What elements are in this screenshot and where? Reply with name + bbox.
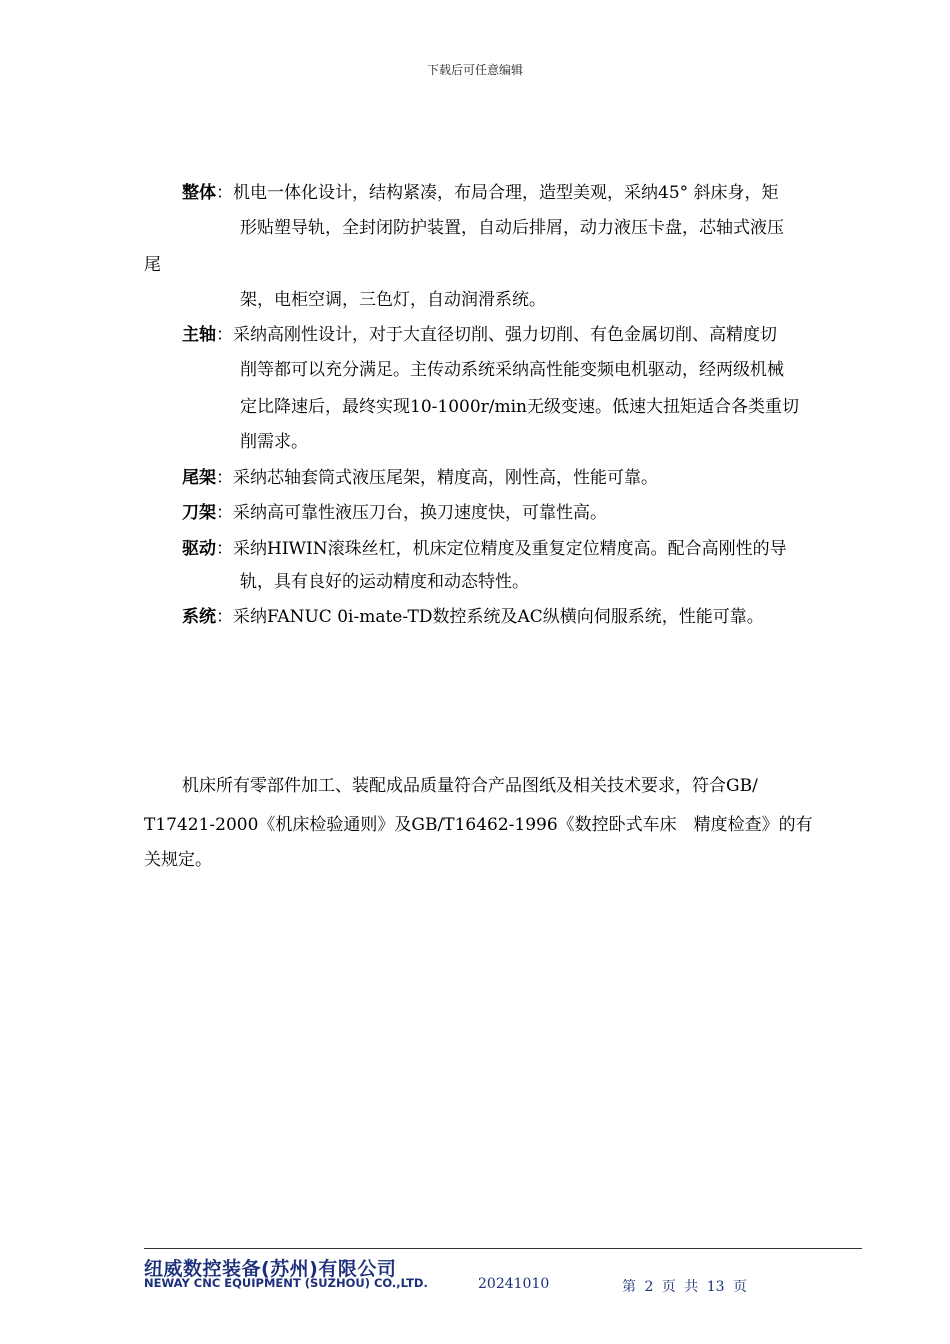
spec-tailstock-label: 尾架 <box>182 468 216 488</box>
quality-line3: 关规定。 <box>144 850 212 870</box>
spec-overall-line3: 架，电柜空调，三色灯，自动润滑系统。 <box>240 290 546 310</box>
quality-line1: 机床所有零部件加工、装配成品质量符合产品图纸及相关技术要求，符合GB/ <box>182 776 758 796</box>
spec-turret-label: 刀架 <box>182 503 216 523</box>
spec-drive-line1 <box>182 539 787 559</box>
footer-date: 20241010 <box>478 1276 550 1292</box>
header-note: 下载后可任意编辑 <box>426 63 523 77</box>
spec-turret <box>182 503 607 523</box>
spec-overall-text1: ：机电一体化设计，结构紧凑，布局合理，造型美观，采纳45° 斜床身，矩 <box>216 183 779 203</box>
spec-tailstock <box>182 468 658 488</box>
spec-overall-wrap: 尾 <box>144 255 161 275</box>
spec-tailstock-text: ：采纳芯轴套筒式液压尾架，精度高，刚性高，性能可靠。 <box>216 468 658 488</box>
spec-turret-text: ：采纳高可靠性液压刀台，换刀速度快，可靠性高。 <box>216 503 607 523</box>
spec-spindle-line2: 削等都可以充分满足。主传动系统采纳高性能变频电机驱动，经两级机械 <box>240 360 784 380</box>
spec-system <box>182 607 764 627</box>
spec-overall-line1 <box>182 183 779 203</box>
spec-system-text: ：采纳FANUC 0i-mate-TD数控系统及AC纵横向伺服系统，性能可靠。 <box>216 607 764 627</box>
spec-spindle-line3: 定比降速后，最终实现10-1000r/min无级变速。低速大扭矩适合各类重切 <box>240 397 799 417</box>
quality-line2: T17421-2000《机床检验通则》及GB/T16462-1996《数控卧式车床 精度检查》的有 <box>144 815 813 835</box>
company-logo-en: NEWAY CNC EQUIPMENT (SUZHOU) CO.,LTD. <box>144 1276 428 1290</box>
spec-overall-line2: 形贴塑导轨，全封闭防护装置，自动后排屑，动力液压卡盘，芯轴式液压 <box>240 218 784 238</box>
page-number: 第 2 页 共 13 页 <box>622 1279 747 1295</box>
company-logo-cn: 纽威数控装备(苏州)有限公司 <box>144 1258 397 1280</box>
spec-spindle-line4: 削需求。 <box>240 432 308 452</box>
spec-system-label: 系统 <box>182 607 216 627</box>
spec-spindle-text1: ：采纳高刚性设计，对于大直径切削、强力切削、有色金属切削、高精度切 <box>216 325 777 345</box>
spec-drive-text1: ：采纳HIWIN滚珠丝杠，机床定位精度及重复定位精度高。配合高刚性的导 <box>216 539 787 559</box>
spec-drive-line2: 轨，具有良好的运动精度和动态特性。 <box>240 572 529 592</box>
spec-spindle-line1 <box>182 325 777 345</box>
spec-overall-label: 整体 <box>182 183 216 203</box>
spec-spindle-label: 主轴 <box>182 325 216 345</box>
footer-rule <box>144 1248 862 1249</box>
spec-drive-label: 驱动 <box>182 539 216 559</box>
